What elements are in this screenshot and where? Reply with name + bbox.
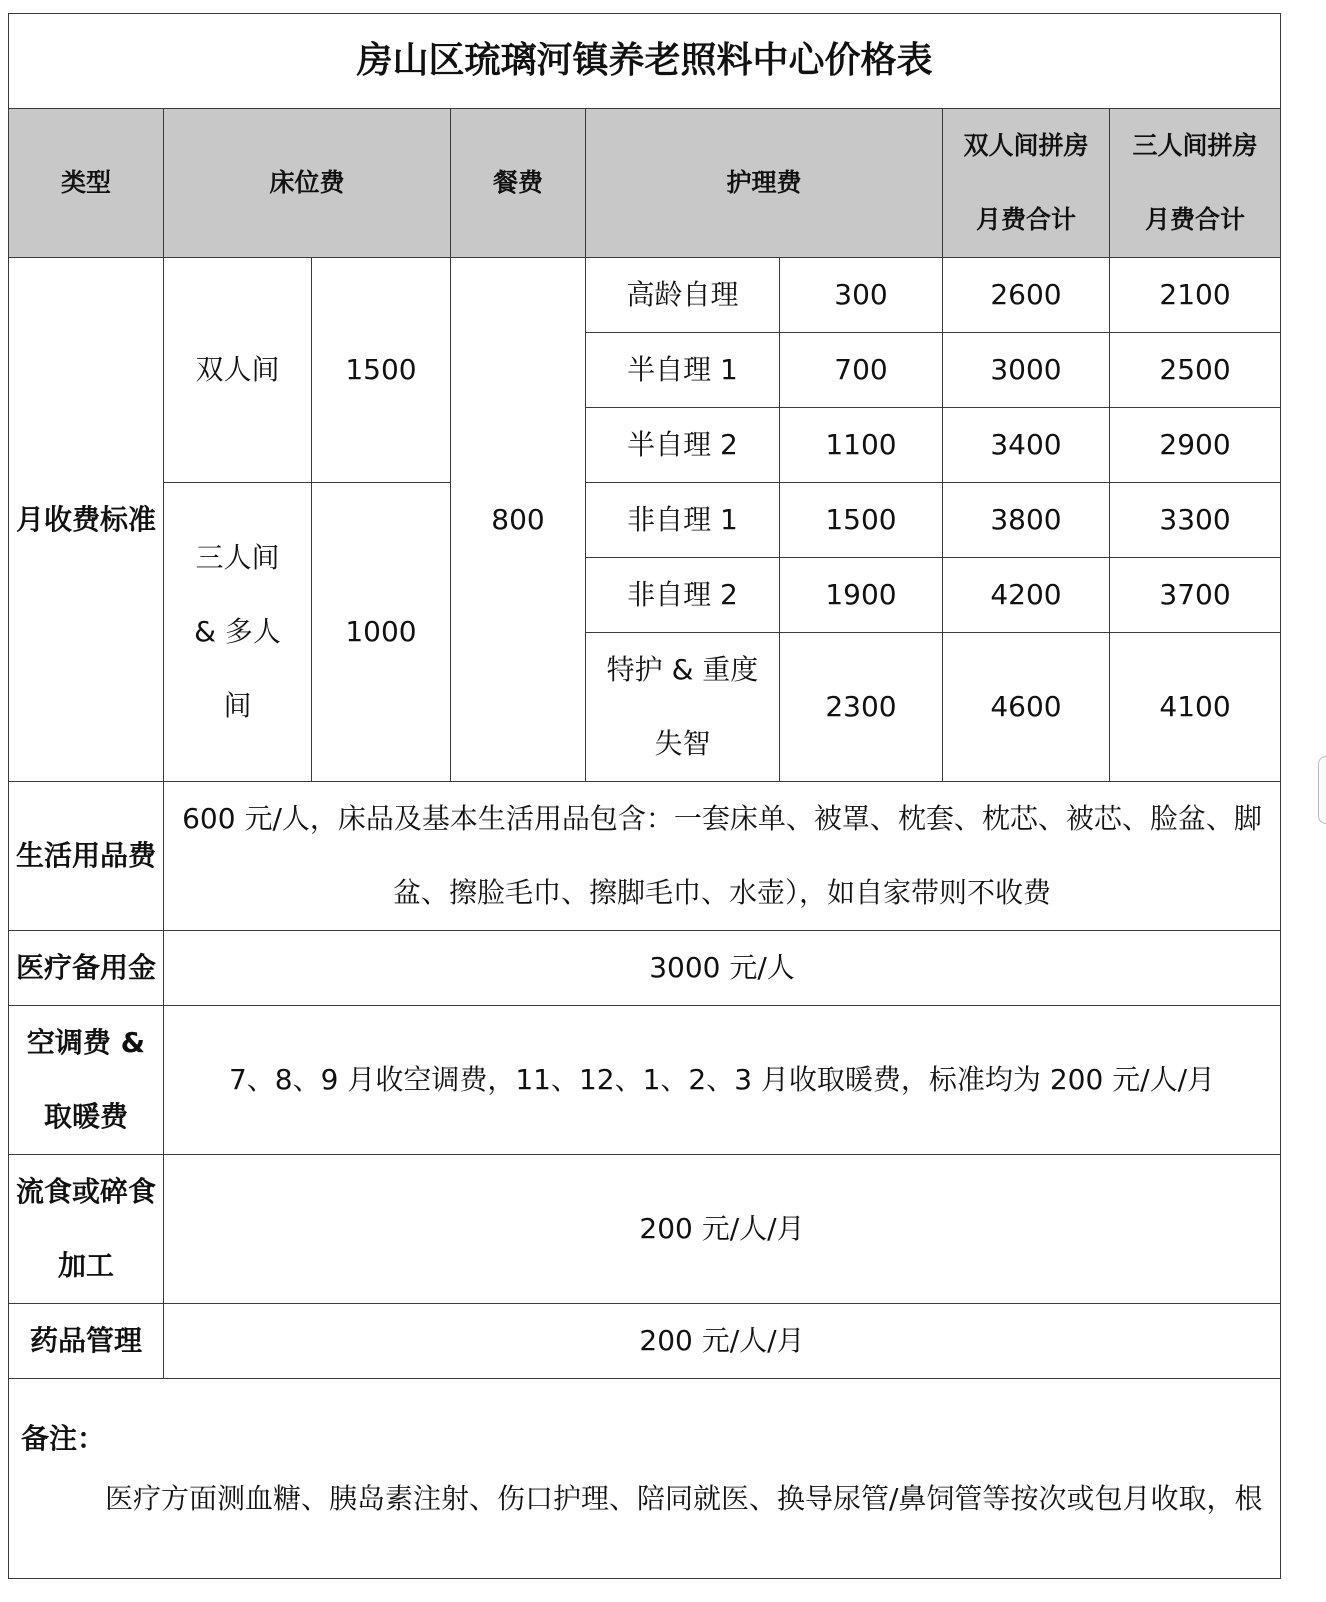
triple-total: 2100 (1110, 258, 1281, 333)
care-level-name: 非自理 2 (586, 558, 780, 633)
care-level-name (586, 633, 780, 782)
table-row (9, 782, 1281, 931)
header-row (9, 109, 1281, 258)
extra-label-line1: 空调费 & (26, 1026, 146, 1059)
header-double-total-line2: 月费合计 (975, 205, 1076, 234)
extra-label-line1: 流食或碎食 (15, 1175, 156, 1208)
care-level-name: 半自理 2 (586, 408, 780, 483)
header-bed-fee: 床位费 (164, 109, 451, 258)
triple-total: 2900 (1110, 408, 1281, 483)
price-table (8, 13, 1281, 1579)
room-type-triple-line1: 三人间 (195, 541, 280, 574)
double-total: 4200 (943, 558, 1110, 633)
bed-fee-double: 1500 (312, 258, 451, 483)
extra-label (9, 1155, 164, 1304)
extra-label (9, 1006, 164, 1155)
care-level-name-line2: 失智 (654, 727, 711, 760)
header-care-fee: 护理费 (586, 109, 943, 258)
meal-fee: 800 (451, 258, 586, 782)
extra-value: 200 元/人/月 (164, 1155, 1281, 1304)
care-level-fee: 1900 (780, 558, 943, 633)
extra-value: 7、8、9 月收空调费，11、12、1、2、3 月收取暖费，标准均为 200 元/人/月 (164, 1006, 1281, 1155)
extra-value: 200 元/人/月 (164, 1304, 1281, 1379)
extra-value-line1: 600 元/人，床品及基本生活用品包含：一套床单、被罩、枕套、枕芯、被芯、脸盆、脚 (182, 802, 1262, 835)
extra-value: 3000 元/人 (164, 931, 1281, 1006)
double-total: 3800 (943, 483, 1110, 558)
room-type-triple-line3: 间 (223, 689, 252, 722)
header-meal-fee: 餐费 (451, 109, 586, 258)
extra-label: 生活用品费 (9, 782, 164, 931)
double-total: 3000 (943, 333, 1110, 408)
table-row (9, 1304, 1281, 1379)
header-double-total-line1: 双人间拼房 (963, 131, 1089, 160)
care-level-fee: 700 (780, 333, 943, 408)
page-title: 房山区琉璃河镇养老照料中心价格表 (9, 14, 1281, 109)
header-triple-total (1110, 109, 1281, 258)
header-double-total (943, 109, 1110, 258)
care-level-name: 非自理 1 (586, 483, 780, 558)
bed-fee-triple: 1000 (312, 483, 451, 782)
extra-label: 医疗备用金 (9, 931, 164, 1006)
triple-total: 3300 (1110, 483, 1281, 558)
triple-total: 4100 (1110, 633, 1281, 782)
header-triple-total-line1: 三人间拼房 (1132, 131, 1258, 160)
notes-row (9, 1379, 1281, 1579)
double-total: 2600 (943, 258, 1110, 333)
care-level-fee: 2300 (780, 633, 943, 782)
care-level-fee: 300 (780, 258, 943, 333)
double-total: 4600 (943, 633, 1110, 782)
room-type-double: 双人间 (164, 258, 312, 483)
care-level-fee: 1500 (780, 483, 943, 558)
table-row (9, 931, 1281, 1006)
extra-value-line2: 盆、擦脸毛巾、擦脚毛巾、水壶），如自家带则不收费 (393, 876, 1052, 909)
extra-value (164, 782, 1281, 931)
table-row (9, 1006, 1281, 1155)
triple-total: 2500 (1110, 333, 1281, 408)
notes-title: 备注： (21, 1422, 106, 1455)
care-level-name: 半自理 1 (586, 333, 780, 408)
table-row (9, 1155, 1281, 1304)
double-total: 3400 (943, 408, 1110, 483)
care-level-name-line1: 特护 & 重度 (606, 653, 759, 686)
table-row (9, 258, 1281, 333)
header-type: 类型 (9, 109, 164, 258)
care-level-name: 高龄自理 (586, 258, 780, 333)
side-scroll-handle[interactable] (1318, 756, 1326, 824)
room-type-triple-line2: & 多人 (194, 615, 281, 648)
extra-label: 药品管理 (9, 1304, 164, 1379)
room-type-triple (164, 483, 312, 782)
triple-total: 3700 (1110, 558, 1281, 633)
header-triple-total-line2: 月费合计 (1145, 205, 1246, 234)
notes-line: 医疗方面测血糖、胰岛素注射、伤口护理、陪同就医、换导尿管/鼻饲管等按次或包月收取，根 (105, 1482, 1263, 1515)
monthly-label: 月收费标准 (9, 258, 164, 782)
extra-label-line2: 取暖费 (43, 1100, 128, 1133)
extra-label-line2: 加工 (57, 1249, 114, 1282)
table-row (9, 483, 1281, 558)
care-level-fee: 1100 (780, 408, 943, 483)
notes-cell (9, 1379, 1281, 1579)
